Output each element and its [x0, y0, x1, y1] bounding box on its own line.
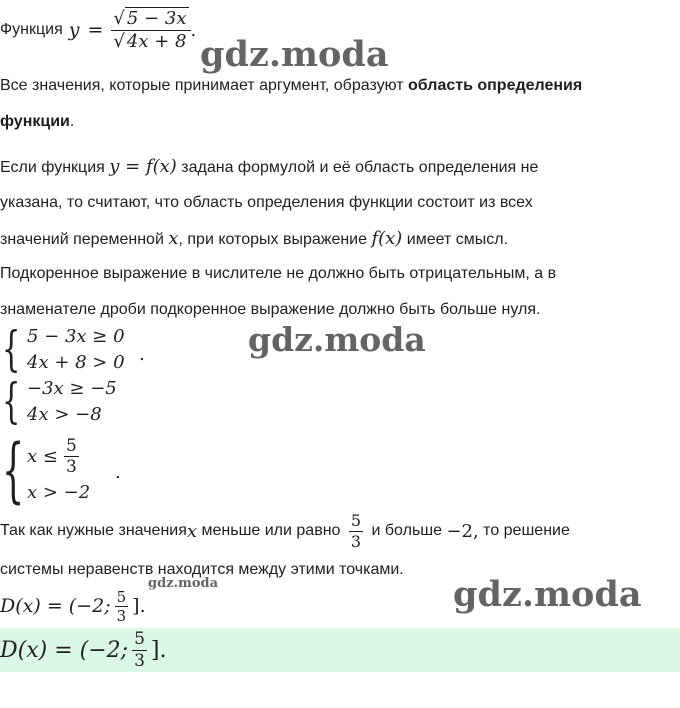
watermark-middle: gdz.moda — [248, 320, 426, 359]
definition-text: Все значения, которые принимает аргумент, образуют — [0, 77, 409, 94]
system3-row-1-lhs: x ≤ — [27, 446, 58, 468]
system3-brace: { — [2, 429, 25, 511]
function-statement — [0, 2, 196, 58]
result-fraction — [115, 588, 129, 625]
result-rhs: ]. — [132, 595, 146, 617]
conclusion-fraction — [349, 511, 363, 550]
system3-dot: . — [115, 462, 121, 483]
explanation-line-4: Подкоренное выражение в числителе не должно быть отрицательным, а в — [0, 265, 557, 282]
result-line — [0, 584, 146, 628]
answer-lhs: D(x) = (−2; — [0, 637, 129, 663]
conclusion-text: Так как нужные значения — [0, 522, 187, 539]
function-label: Функция — [0, 21, 63, 38]
fraction-denominator: √ 4x + 8 — [113, 30, 187, 52]
explanation-text: задана формулой и её область определения не — [176, 159, 539, 176]
function-fraction — [111, 8, 190, 52]
conclusion-text: меньше или равно — [197, 522, 345, 539]
definition-bold: область определения — [408, 77, 583, 94]
explanation-text: , при которых выражение — [178, 231, 372, 248]
system3-fraction — [64, 436, 79, 478]
conclusion-text: и больше — [367, 522, 447, 539]
system1-row-1: 5 − 3x ≥ 0 — [27, 326, 125, 347]
answer-numerator: 5 — [134, 629, 145, 650]
definition-bold-2: функции — [0, 113, 70, 130]
watermark-small: gdz.moda — [148, 576, 219, 591]
explanation-text: Если функция — [0, 159, 110, 176]
explanation-line-3 — [0, 221, 508, 258]
system2-row-1: −3x ≥ −5 — [27, 378, 117, 399]
system3-row-1 — [27, 436, 79, 478]
answer-line — [0, 628, 166, 672]
system3-row-2: x > −2 — [27, 482, 91, 503]
watermark-right: gdz.moda — [453, 574, 642, 615]
explanation-line-2: указана, то считают, что область определения функции состоит из всех — [0, 194, 533, 211]
answer-fraction — [132, 629, 147, 671]
conclusion-numerator: 5 — [350, 511, 362, 531]
answer-rhs: ]. — [150, 637, 167, 663]
system3-numerator: 5 — [65, 436, 77, 456]
definition-end: . — [69, 113, 75, 130]
conclusion-denominator: 3 — [350, 531, 362, 551]
explanation-text: имеет смысл. — [402, 231, 509, 248]
system1-dot: . — [139, 344, 145, 365]
fraction-numerator: √ 5 − 3x — [111, 8, 190, 31]
math-x: x — [186, 520, 198, 542]
function-y: y — [68, 19, 80, 41]
math-neg-two: −2, — [446, 520, 479, 542]
explanation-line-1 — [0, 149, 538, 186]
definition-line-2 — [0, 104, 74, 140]
explanation-line-5: знаменателе дроби подкоренное выражение должно быть больше нуля. — [0, 301, 541, 318]
definition-line-1 — [0, 68, 582, 104]
denominator-radicand: 4x + 8 — [126, 30, 187, 52]
system1-brace: { — [2, 321, 21, 377]
system2-brace: { — [2, 373, 21, 429]
conclusion-text: то решение — [478, 522, 570, 539]
math-x: x — [168, 228, 179, 249]
function-dot: . — [190, 19, 197, 41]
result-denominator: 3 — [116, 606, 127, 625]
answer-denominator: 3 — [134, 650, 145, 671]
watermark-top: gdz.moda — [200, 34, 389, 75]
result-numerator: 5 — [116, 587, 127, 606]
math-y-equals-fx: y = f(x) — [109, 156, 177, 177]
system1-row-2: 4x + 8 > 0 — [27, 352, 125, 373]
math-fx: f(x) — [371, 228, 403, 249]
answer-box — [0, 628, 680, 672]
conclusion-line-2: системы неравенств находится между этими точками. — [0, 561, 404, 578]
numerator-radicand: 5 − 3x — [126, 7, 187, 29]
conclusion-line-1 — [0, 508, 570, 554]
explanation-text: значений переменной — [0, 231, 169, 248]
system3-denominator: 3 — [65, 457, 77, 478]
function-eq: = — [87, 19, 104, 41]
system2-row-2: 4x > −8 — [27, 404, 102, 425]
result-lhs: D(x) = (−2; — [0, 595, 111, 617]
